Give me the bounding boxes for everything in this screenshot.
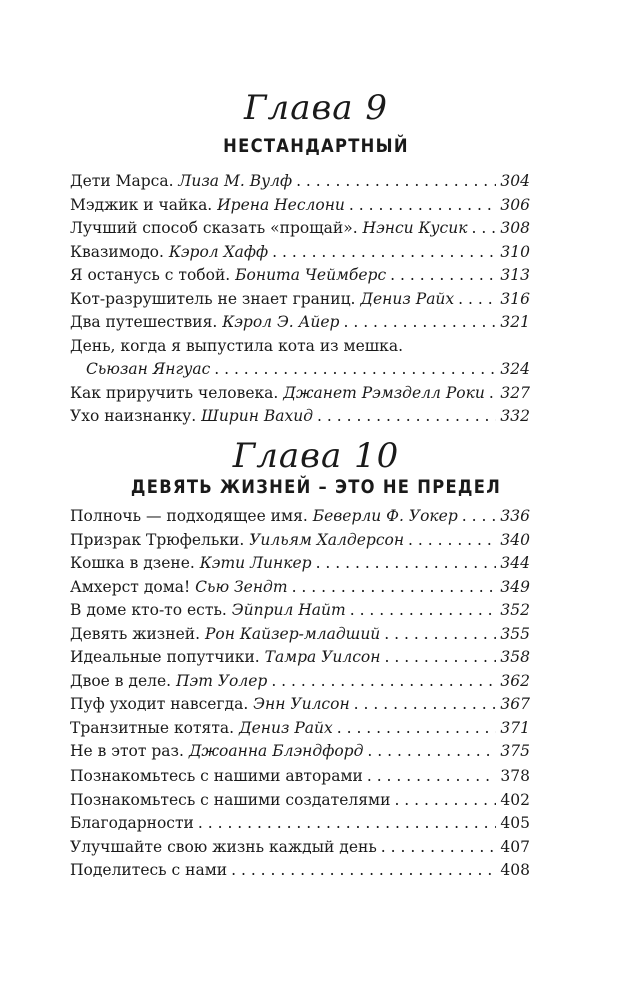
entry-page-number: 327 xyxy=(500,383,530,402)
toc-entry xyxy=(70,719,530,743)
toc-entry xyxy=(70,266,530,290)
toc-entry xyxy=(70,531,530,555)
toc-entry xyxy=(70,172,530,196)
entry-page-number: 375 xyxy=(500,742,530,760)
dot-leader xyxy=(390,266,496,284)
dot-leader xyxy=(337,719,497,737)
entry-page-number: 371 xyxy=(500,718,530,737)
entry-author: Бонита Чеймберс xyxy=(230,266,387,284)
backmatter-contents xyxy=(70,767,530,885)
entry-page-number: 405 xyxy=(500,814,530,832)
entry-title: День, когда я выпустила кота из мешка. xyxy=(70,336,404,355)
entry-page-number: 344 xyxy=(500,554,530,572)
dot-leader xyxy=(292,578,497,596)
dot-leader xyxy=(272,243,496,261)
entry-page-number: 310 xyxy=(500,242,530,261)
entry-title: Пуф уходит навсегда. xyxy=(70,695,249,713)
entry-page-number: 402 xyxy=(500,790,530,809)
entry-page-number: 355 xyxy=(500,624,530,643)
chapter-9-title: Глава 9 xyxy=(244,88,388,128)
toc-entry xyxy=(70,861,530,885)
entry-title: Не в этот раз. xyxy=(70,742,184,760)
dot-leader xyxy=(367,767,497,785)
dot-leader xyxy=(350,601,497,619)
entry-title: Познакомьтесь с нашими создателями xyxy=(70,790,391,809)
toc-entry xyxy=(70,407,530,431)
entry-author: Сью Зендт xyxy=(190,577,288,596)
entry-page-number: 367 xyxy=(500,695,530,713)
entry-page-number: 340 xyxy=(500,530,530,549)
entry-author: Беверли Ф. Уокер xyxy=(307,507,458,525)
entry-page-number: 316 xyxy=(500,289,530,308)
entry-author: Джоанна Блэндфорд xyxy=(183,742,364,760)
toc-entry xyxy=(70,791,530,815)
entry-title: Дети Марса. xyxy=(70,172,174,190)
entry-author: Тамра Уилсон xyxy=(259,648,381,666)
dot-leader xyxy=(408,531,496,549)
entry-title: Двое в деле. xyxy=(70,671,172,690)
toc-entry xyxy=(70,601,530,625)
toc-entry xyxy=(70,625,530,649)
entry-author: Эйприл Найт xyxy=(226,601,346,619)
chapter-10-subtitle: ДЕВЯТЬ ЖИЗНЕЙ – ЭТО НЕ ПРЕДЕЛ xyxy=(130,476,502,498)
entry-title: Девять жизней. xyxy=(70,624,201,643)
entry-page-number: 378 xyxy=(500,767,530,785)
entry-author: Дениз Райх xyxy=(355,289,455,308)
entry-page-number: 408 xyxy=(500,861,530,879)
toc-entry xyxy=(70,767,530,791)
entry-title: Познакомьтесь с нашими авторами xyxy=(70,767,363,785)
entry-page-number: 332 xyxy=(500,407,530,425)
dot-leader xyxy=(271,672,496,690)
entry-title: Полночь — подходящее имя. xyxy=(70,507,308,525)
dot-leader xyxy=(381,838,497,856)
dot-leader xyxy=(343,313,496,331)
entry-page-number: 407 xyxy=(500,837,530,856)
toc-entry xyxy=(70,243,530,267)
dot-leader xyxy=(489,384,497,402)
entry-author: Рон Кайзер-младший xyxy=(200,624,381,643)
entry-title: Кошка в дзене. xyxy=(70,554,195,572)
toc-entry xyxy=(70,742,530,766)
toc-entry xyxy=(70,672,530,696)
entry-title: В доме кто-то есть. xyxy=(70,601,227,619)
chapter-9-contents xyxy=(70,172,530,431)
entry-title: Ухо наизнанку. xyxy=(70,407,197,425)
dot-leader xyxy=(394,791,496,809)
entry-title: Благодарности xyxy=(70,814,194,832)
entry-title: Мэджик и чайка. xyxy=(70,195,213,214)
entry-page-number: 313 xyxy=(500,266,530,284)
chapter-9-subtitle: НЕСТАНДАРТНЫЙ xyxy=(223,135,409,157)
entry-title: Квазимодо. xyxy=(70,242,164,261)
toc-entry xyxy=(70,554,530,578)
toc-entry xyxy=(70,196,530,220)
entry-author: Энн Уилсон xyxy=(248,695,350,713)
entry-title: Идеальные попутчики. xyxy=(70,648,260,666)
entry-author: Кэрол Э. Айер xyxy=(217,313,340,331)
entry-author: Дениз Райх xyxy=(234,718,333,737)
dot-leader xyxy=(349,196,496,214)
entry-title: Я останусь с тобой. xyxy=(70,266,231,284)
entry-page-number: 349 xyxy=(500,577,530,596)
dot-leader xyxy=(231,861,496,879)
entry-author: Сьюзан Янгуас xyxy=(86,360,211,378)
entry-title: Амхерст дома! xyxy=(70,577,191,596)
toc-entry xyxy=(70,313,530,337)
entry-author: Джанет Рэмзделл Роки xyxy=(278,383,485,402)
toc-entry xyxy=(70,384,530,408)
toc-entry xyxy=(70,337,530,361)
entry-author: Ирена Неслони xyxy=(212,195,345,214)
dot-leader xyxy=(214,360,496,378)
entry-title: Призрак Трюфельки. xyxy=(70,530,245,549)
entry-page-number: 304 xyxy=(500,172,530,190)
entry-page-number: 321 xyxy=(500,313,530,331)
dot-leader xyxy=(367,742,496,760)
dot-leader xyxy=(384,648,496,666)
dot-leader xyxy=(354,695,497,713)
entry-title: Лучший способ сказать «прощай». xyxy=(70,219,358,237)
dot-leader xyxy=(317,407,496,425)
entry-author: Нэнси Кусик xyxy=(357,219,468,237)
entry-author: Пэт Уолер xyxy=(171,671,268,690)
toc-entry xyxy=(70,814,530,838)
entry-author: Уильям Халдерсон xyxy=(244,530,405,549)
entry-author: Ширин Вахид xyxy=(196,407,314,425)
toc-entry xyxy=(70,290,530,314)
toc-entry xyxy=(70,695,530,719)
toc-entry xyxy=(70,578,530,602)
entry-title: Поделитесь с нами xyxy=(70,861,228,879)
entry-title: Улучшайте свою жизнь каждый день xyxy=(70,837,377,856)
entry-author: Лиза М. Вулф xyxy=(173,172,293,190)
toc-entry xyxy=(70,360,530,384)
entry-title: Два путешествия. xyxy=(70,313,218,331)
toc-entry xyxy=(70,648,530,672)
entry-page-number: 308 xyxy=(500,219,530,237)
chapter-10-contents xyxy=(70,507,530,766)
dot-leader xyxy=(316,554,497,572)
entry-title: Кот-разрушитель не знает границ. xyxy=(70,289,356,308)
dot-leader xyxy=(296,172,496,190)
entry-title: Транзитные котята. xyxy=(70,718,235,737)
entry-page-number: 362 xyxy=(500,671,530,690)
toc-entry xyxy=(70,219,530,243)
chapter-10-title: Глава 10 xyxy=(232,436,400,476)
entry-page-number: 352 xyxy=(500,601,530,619)
entry-author: Кэти Линкер xyxy=(194,554,312,572)
dot-leader xyxy=(384,625,496,643)
toc-entry xyxy=(70,838,530,862)
entry-page-number: 336 xyxy=(500,507,530,525)
entry-author: Кэрол Хафф xyxy=(163,242,269,261)
entry-title: Как приручить человека. xyxy=(70,383,279,402)
dot-leader xyxy=(198,814,497,832)
dot-leader xyxy=(471,219,496,237)
entry-page-number: 306 xyxy=(500,195,530,214)
entry-page-number: 324 xyxy=(500,360,530,378)
toc-entry xyxy=(70,507,530,531)
dot-leader xyxy=(458,290,496,308)
dot-leader xyxy=(462,507,497,525)
entry-page-number: 358 xyxy=(500,648,530,666)
